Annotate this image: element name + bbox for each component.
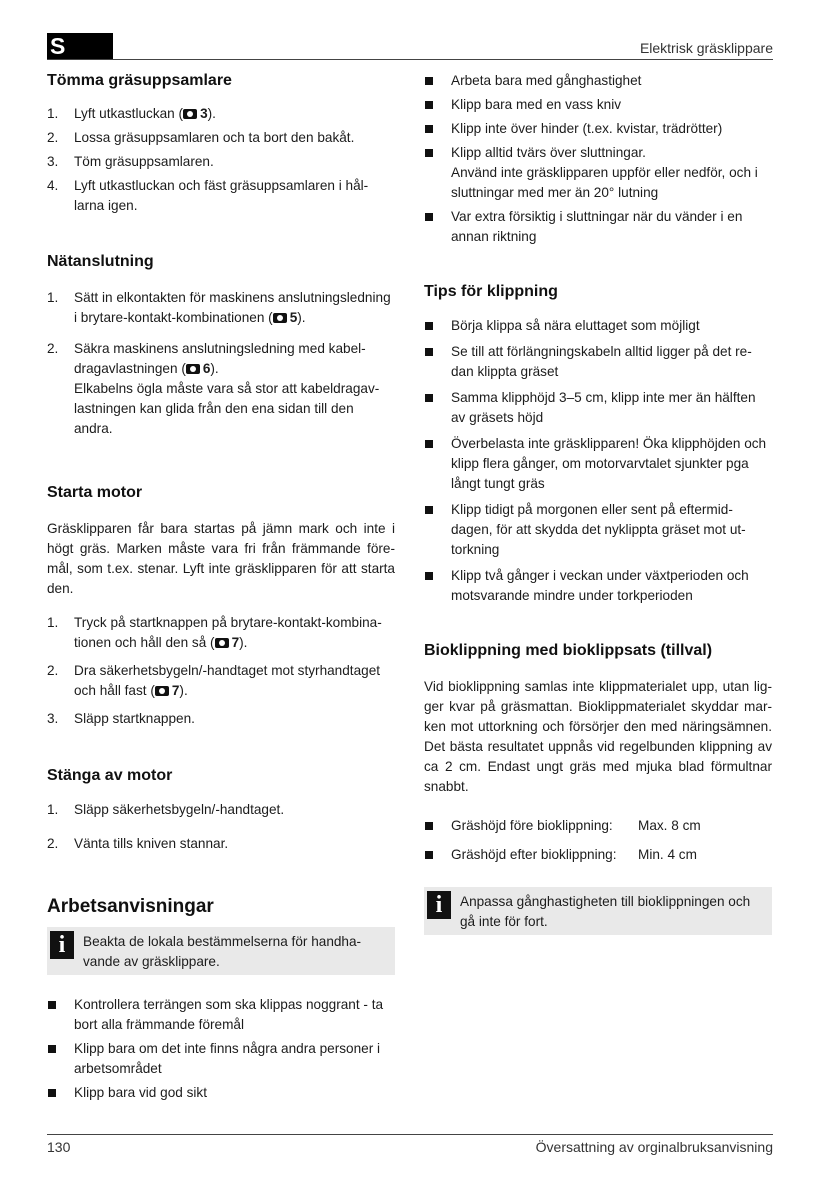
bio-text: Vid bioklippning samlas inte klippmaterialet upp, utan lig-ger kvar på gräsmattan. Bioklippmaterialet skyddar mar-ken mot uttorkning och försörjer den med näringsämnen. Det bästa resultatet uppnås vid regelbunden klippning av ca 2 cm. Endast ungt gräs med mjuka blad förmultnar snabbt. xyxy=(424,679,772,794)
empty-catcher-steps xyxy=(47,104,395,216)
list-item: 2. Lossa gräsuppsamlaren och ta bort den bakåt. xyxy=(47,130,355,145)
list-item: 3. Töm gräsuppsamlaren. xyxy=(47,154,214,169)
list-item: 2. Vänta tills kniven stannar. xyxy=(47,836,229,851)
spec-row xyxy=(424,845,772,865)
list-item: Klipp inte över hinder (t.ex. kvistar, trädrötter) xyxy=(424,119,772,139)
list-item: 3. Släpp startknappen. xyxy=(47,711,195,726)
list-item: Kontrollera terrängen som ska klippas noggrant - ta bort alla främmande föremål xyxy=(47,995,395,1035)
bullet-square-icon xyxy=(425,506,433,514)
camera-icon xyxy=(155,686,169,696)
list-item: Klipp bara med en vass kniv xyxy=(424,95,772,115)
footer-text: Översattning av orginalbruksanvisning xyxy=(535,1139,773,1155)
list-item: Var extra försiktig i sluttningar när du vänder i en annan riktning xyxy=(424,207,772,247)
camera-icon xyxy=(273,313,287,323)
info-text: Beakta de lokala bestämmelserna för handha-vande av gräsklippare. xyxy=(83,934,362,969)
work-bullets-continued xyxy=(424,71,772,247)
list-item: Klipp alltid tvärs över sluttningar. Använd inte gräsklipparen uppför eller nedför, och i sluttningar med mer än 20° lutning xyxy=(424,143,772,203)
list-item: Börja klippa så nära eluttaget som möjligt xyxy=(424,316,772,336)
camera-icon xyxy=(186,364,200,374)
section-title-empty-catcher: Tömma gräsuppsamlare xyxy=(47,72,232,89)
section-title-mains: Nätanslutning xyxy=(47,253,154,270)
page-number: 130 xyxy=(47,1139,71,1155)
info-box xyxy=(47,927,395,975)
start-steps xyxy=(47,613,395,729)
bullet-square-icon xyxy=(425,149,433,157)
bullet-square-icon xyxy=(425,125,433,133)
spec-label: Gräshöjd före bioklippning: xyxy=(451,818,613,833)
bullet-square-icon xyxy=(425,77,433,85)
bullet-square-icon xyxy=(425,440,433,448)
info-text: Anpassa gånghastigheten till bioklippningen och gå inte för fort. xyxy=(460,894,751,929)
bullet-square-icon xyxy=(48,1089,56,1097)
bullet-square-icon xyxy=(48,1001,56,1009)
language-badge xyxy=(47,33,113,59)
list-item: Se till att förlängningskabeln alltid ligger på det re-dan klippta gräset xyxy=(424,342,772,382)
footer-divider xyxy=(47,1134,773,1135)
spec-label: Gräshöjd efter bioklippning: xyxy=(451,847,617,862)
list-item: Klipp två gånger i veckan under växtperioden och motsvarande mindre under torkperioden xyxy=(424,566,772,606)
mains-steps xyxy=(47,288,395,439)
list-item: 2. Dra säkerhetsbygeln/-handtaget mot styrhandtaget och håll fast ( 7). xyxy=(47,663,381,698)
bullet-square-icon xyxy=(425,394,433,402)
list-item: Klipp bara om det inte finns några andra personer i arbetsområdet xyxy=(47,1039,395,1079)
list-item: 1. Sätt in elkontakten för maskinens anslutningsledning i brytare-kontakt-kombinationen ( 5). xyxy=(47,290,391,325)
bullet-square-icon xyxy=(425,213,433,221)
figure-ref: 7 xyxy=(155,683,180,698)
figure-ref: 5 xyxy=(273,310,298,325)
bullet-square-icon xyxy=(425,822,433,830)
list-item: 2. Säkra maskinens anslutningsledning med kabel-dragavlastningen ( 6). Elkabelns ögla måste vara så stor att kabeldragav-lastningen kan glida från den ena sidan till den andra. xyxy=(47,341,380,436)
start-intro: Gräsklipparen får bara startas på jämn mark och inte i högt gräs. Marken måste vara fri från främmande före-mål, som t.ex. stenar. Lyft inte gräsklipparen för att starta den. xyxy=(47,521,395,596)
bullet-square-icon xyxy=(425,572,433,580)
spec-row xyxy=(424,816,772,836)
tips-bullets xyxy=(424,316,772,606)
spec-value: Min. 4 cm xyxy=(638,847,697,862)
list-item: 1. Släpp säkerhetsbygeln/-handtaget. xyxy=(47,802,285,817)
info-icon: i xyxy=(50,931,74,959)
bullet-square-icon xyxy=(425,322,433,330)
camera-icon xyxy=(215,638,229,648)
language-code: S xyxy=(50,33,66,59)
section-title-work: Arbetsanvisningar xyxy=(47,896,214,917)
list-item: Arbeta bara med gånghastighet xyxy=(424,71,772,91)
list-item: 1. Lyft utkastluckan ( 3). xyxy=(47,106,216,121)
list-item: Klipp tidigt på morgonen eller sent på eftermid-dagen, för att skydda det nyklippta gräset mot ut-torkning xyxy=(424,500,772,560)
bullet-square-icon xyxy=(425,348,433,356)
section-title-tips: Tips för klippning xyxy=(424,283,558,300)
spec-value: Max. 8 cm xyxy=(638,818,701,833)
bio-specs xyxy=(424,816,772,865)
list-item: Klipp bara vid god sikt xyxy=(47,1083,395,1103)
bio-info-box xyxy=(424,887,772,935)
info-icon: i xyxy=(427,891,451,919)
list-item: Överbelasta inte gräsklipparen! Öka klipphöjden och klipp flera gånger, om motorvarvtalet sjunkter pga långt tungt gräs xyxy=(424,434,772,494)
work-bullets xyxy=(47,995,395,1103)
header-divider xyxy=(47,59,773,60)
camera-icon xyxy=(183,109,197,119)
bullet-square-icon xyxy=(425,101,433,109)
stop-steps xyxy=(47,800,395,854)
list-item: Samma klipphöjd 3–5 cm, klipp inte mer än hälften av gräsets höjd xyxy=(424,388,772,428)
document-title: Elektrisk gräsklippare xyxy=(639,40,773,56)
section-title-start: Starta motor xyxy=(47,484,143,501)
section-title-bio: Bioklippning med bioklippsats (tillval) xyxy=(424,642,713,659)
bullet-square-icon xyxy=(425,851,433,859)
figure-ref: 6 xyxy=(186,361,211,376)
section-title-stop: Stänga av motor xyxy=(47,767,173,784)
list-item: 4. Lyft utkastluckan och fäst gräsuppsamlaren i hål-larna igen. xyxy=(47,178,369,213)
bullet-square-icon xyxy=(48,1045,56,1053)
figure-ref: 7 xyxy=(215,635,240,650)
list-item: 1. Tryck på startknappen på brytare-kontakt-kombina-tionen och håll den så ( 7). xyxy=(47,615,382,650)
slope-note: Använd inte gräsklipparen uppför eller nedför, och i sluttningar med mer än 20° lutning xyxy=(451,165,758,200)
figure-ref: 3 xyxy=(183,106,208,121)
